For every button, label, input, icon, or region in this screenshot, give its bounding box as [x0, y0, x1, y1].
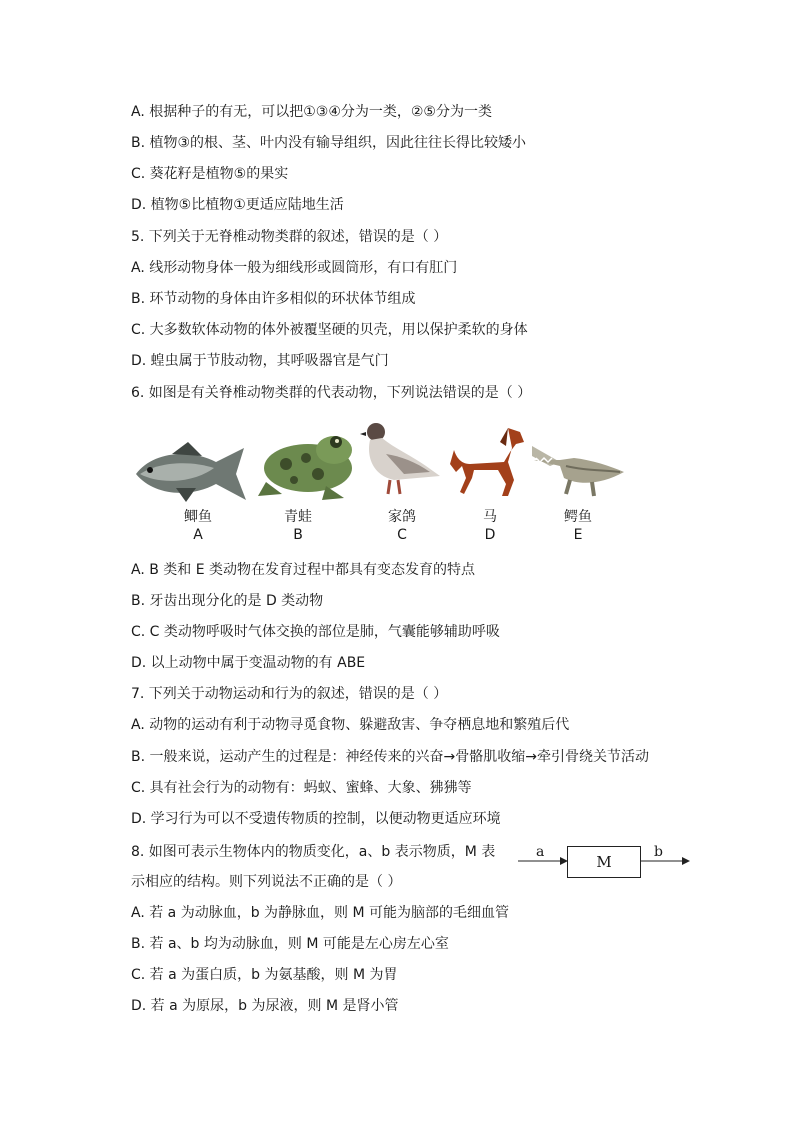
crocodile-icon	[530, 436, 626, 500]
caption-pigeon: 家鸽	[388, 509, 416, 525]
q5-option-b: B. 环节动物的身体由许多相似的环状体节组成	[131, 291, 416, 307]
vertebrate-figure	[128, 418, 628, 548]
q5-option-c: C. 大多数软体动物的体外被覆坚硬的贝壳，用以保护柔软的身体	[131, 322, 528, 338]
q5-option-d: D. 蝗虫属于节肢动物，其呼吸器官是气门	[131, 353, 389, 369]
label-a: a	[536, 844, 545, 860]
q7-option-b: B. 一般来说，运动产生的过程是：神经传来的兴奋→骨骼肌收缩→牵引骨绕关节活动	[131, 749, 649, 765]
q8-option-b: B. 若 a、b 均为动脉血，则 M 可能是左心房左心室	[131, 936, 449, 952]
q4-option-b: B. 植物③的根、茎、叶内没有输导组织，因此往往长得比较矮小	[131, 135, 527, 151]
q8-stem-line1: 8. 如图可表示生物体内的物质变化，a、b 表示物质，M 表	[131, 844, 496, 860]
q8-option-d: D. 若 a 为原尿，b 为尿液，则 M 是肾小管	[131, 998, 399, 1014]
caption-fish: 鲫鱼	[184, 509, 212, 525]
q8-stem-line2: 示相应的结构。则下列说法不正确的是（ ）	[131, 874, 402, 890]
caption-horse: 马	[483, 509, 497, 525]
caption-crocodile: 鳄鱼	[564, 509, 592, 525]
fish-icon	[132, 438, 252, 508]
q5-option-a: A. 线形动物身体一般为细线形或圆筒形，有口有肛门	[131, 260, 458, 276]
letter-e: E	[573, 527, 583, 543]
structure-m-box: M	[567, 846, 641, 878]
letter-a: A	[193, 527, 203, 543]
q7-stem: 7. 下列关于动物运动和行为的叙述，错误的是（ ）	[131, 686, 448, 702]
letter-d: D	[484, 527, 496, 543]
q6-option-b: B. 牙齿出现分化的是 D 类动物	[131, 593, 324, 609]
letter-b: B	[293, 527, 303, 543]
q6-option-c: C. C 类动物呼吸时气体交换的部位是肺，气囊能够辅助呼吸	[131, 624, 500, 640]
q8-option-c: C. 若 a 为蛋白质，b 为氨基酸，则 M 为胃	[131, 967, 398, 983]
horse-icon	[450, 422, 530, 502]
q5-stem: 5. 下列关于无脊椎动物类群的叙述，错误的是（ ）	[131, 229, 448, 245]
q4-option-c: C. 葵花籽是植物⑤的果实	[131, 166, 289, 182]
caption-frog: 青蛙	[284, 509, 312, 525]
q7-option-a: A. 动物的运动有利于动物寻觅食物、躲避敌害、争夺栖息地和繁殖后代	[131, 717, 570, 733]
q6-option-a: A. B 类和 E 类动物在发育过程中都具有变态发育的特点	[131, 562, 476, 578]
q6-stem: 6. 如图是有关脊椎动物类群的代表动物，下列说法错误的是（ ）	[131, 385, 532, 401]
pigeon-icon	[360, 418, 444, 500]
q4-option-a: A. 根据种子的有无，可以把①③④分为一类，②⑤分为一类	[131, 104, 492, 120]
frog-icon	[256, 424, 356, 504]
letter-c: C	[397, 527, 407, 543]
q7-option-d: D. 学习行为可以不受遗传物质的控制，以便动物更适应环境	[131, 811, 501, 827]
label-b: b	[654, 844, 663, 860]
q4-option-d: D. 植物⑤比植物①更适应陆地生活	[131, 197, 344, 213]
flow-diagram	[518, 842, 698, 882]
q7-option-c: C. 具有社会行为的动物有：蚂蚁、蜜蜂、大象、狒狒等	[131, 780, 472, 796]
q6-option-d: D. 以上动物中属于变温动物的有 ABE	[131, 655, 366, 671]
q8-option-a: A. 若 a 为动脉血，b 为静脉血，则 M 可能为脑部的毛细血管	[131, 905, 510, 921]
